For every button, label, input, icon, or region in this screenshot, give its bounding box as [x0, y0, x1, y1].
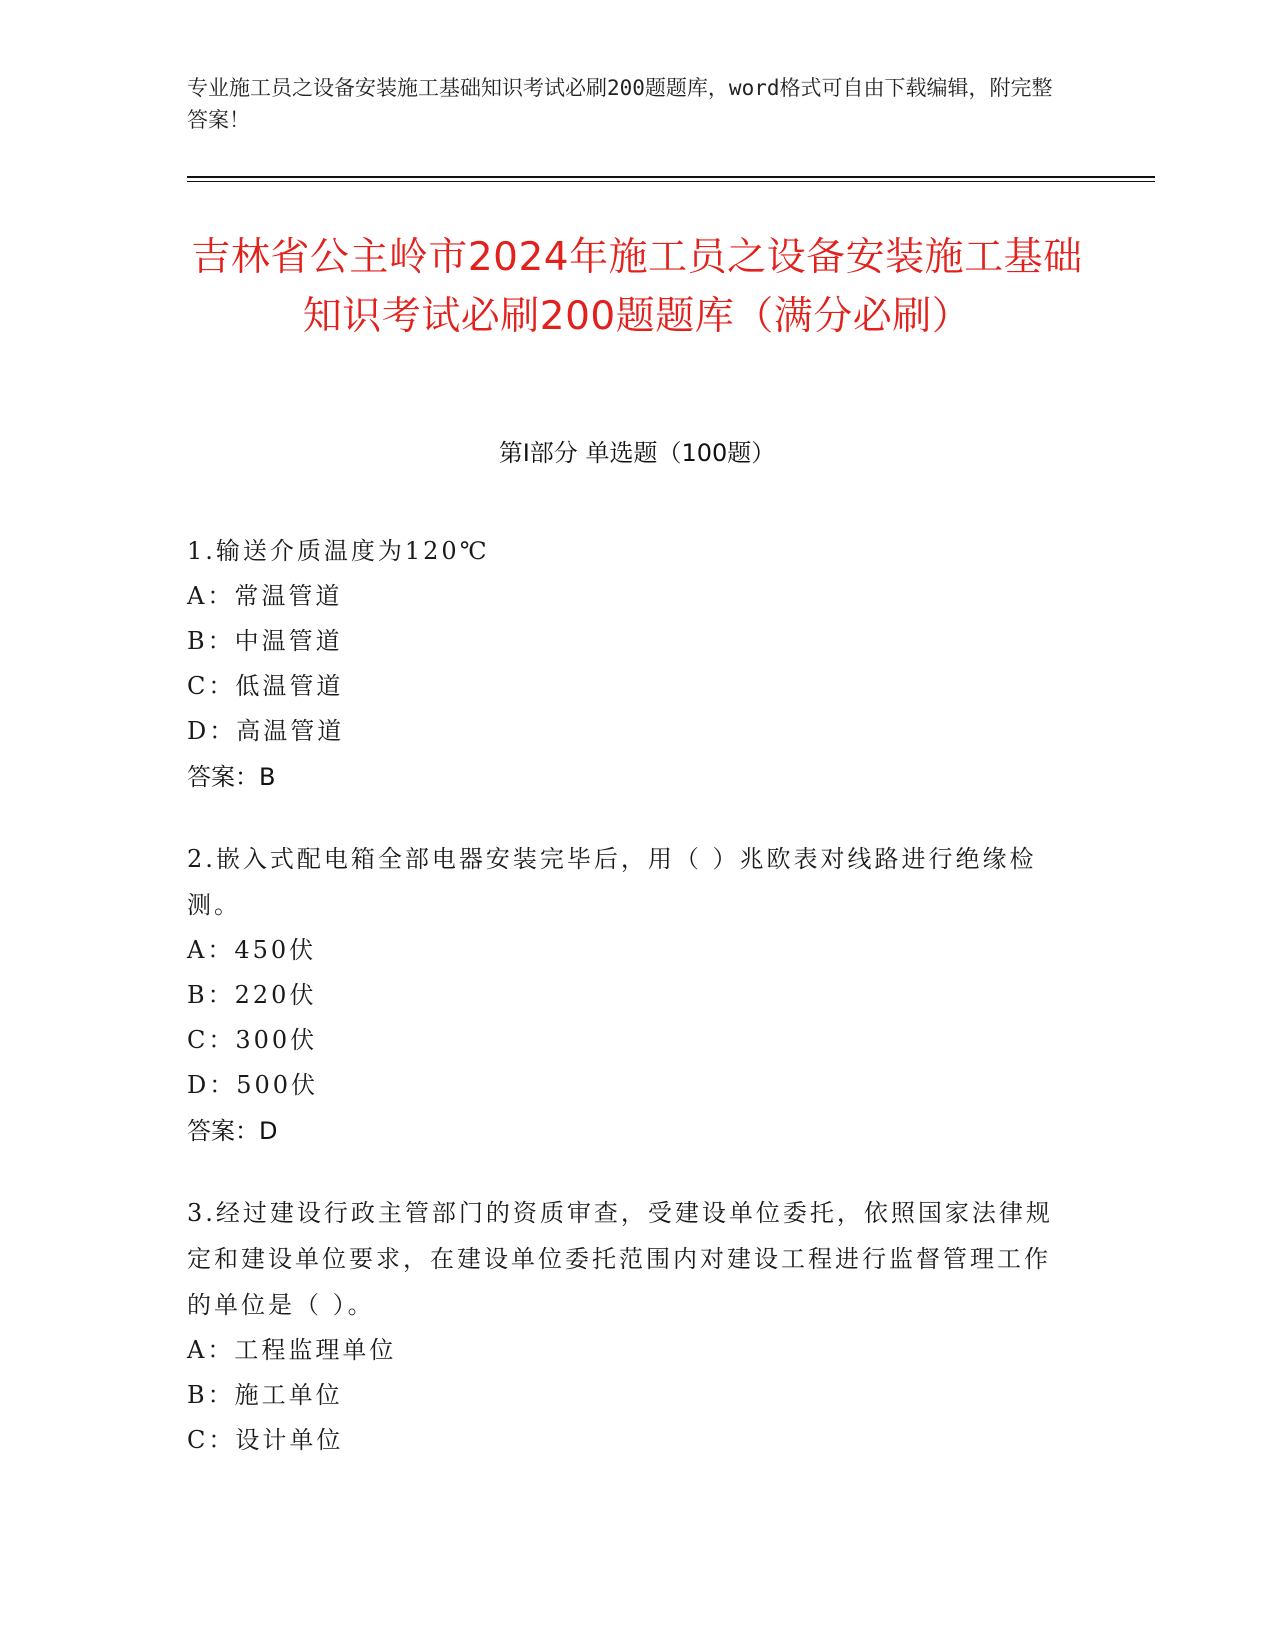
answer: 答案：B: [187, 763, 276, 791]
question-stem: 3.经过建设行政主管部门的资质审查，受建设单位委托，依照国家法律规定和建设单位要求，在建设单位委托范围内对建设工程进行监督管理工作的单位是（ ）。: [187, 1199, 1053, 1319]
option-b: B：220伏: [187, 981, 317, 1009]
option-a: A：450伏: [187, 936, 317, 964]
question-list: [187, 528, 1067, 1499]
question-2: [187, 836, 1067, 1154]
answer: 答案：D: [187, 1117, 278, 1145]
question-3: [187, 1190, 1067, 1463]
question-stem: 1.输送介质温度为120℃: [187, 537, 490, 565]
header-divider-thin: [187, 181, 1155, 182]
header-note: 专业施工员之设备安装施工基础知识考试必刷200题题库，word格式可自由下载编辑，附完整答案！: [187, 76, 1053, 132]
option-c: C：设计单位: [187, 1426, 344, 1454]
option-c: C：300伏: [187, 1026, 318, 1054]
option-c: C：低温管道: [187, 672, 344, 700]
option-b: B：中温管道: [187, 627, 343, 655]
document-title: 吉林省公主岭市2024年施工员之设备安装施工基础知识考试必刷200题题库（满分必刷）: [191, 235, 1083, 339]
option-d: D：500伏: [187, 1071, 319, 1099]
question-stem: 2.嵌入式配电箱全部电器安装完毕后，用（ ）兆欧表对线路进行绝缘检测。: [187, 845, 1037, 919]
option-a: A：工程监理单位: [187, 1336, 397, 1364]
option-b: B：施工单位: [187, 1381, 343, 1409]
section-title: 第I部分 单选题（100题）: [498, 439, 776, 467]
header-divider-thick: [187, 176, 1155, 178]
option-d: D：高温管道: [187, 717, 345, 745]
question-1: [187, 528, 1067, 800]
option-a: A：常温管道: [187, 582, 343, 610]
